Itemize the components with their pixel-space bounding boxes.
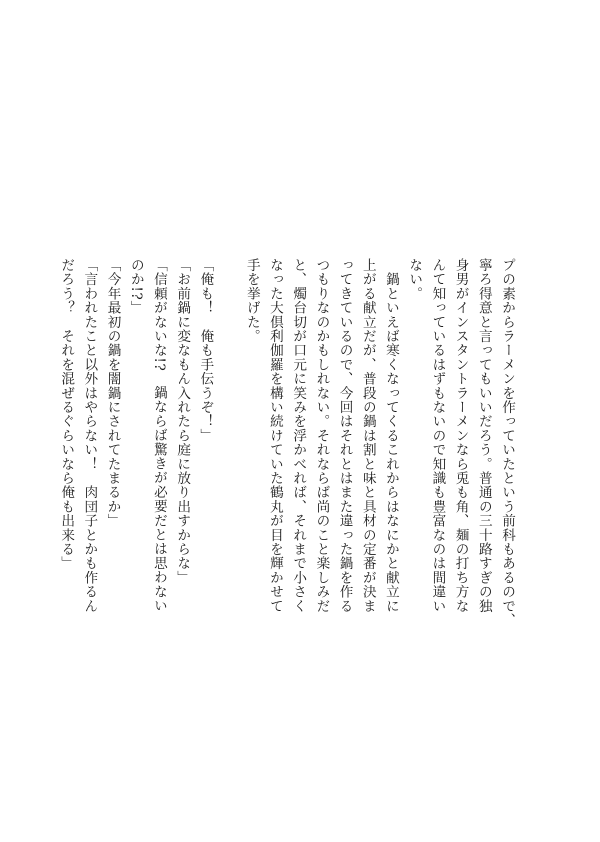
text-line: 身男がインスタントラーメンなら兎も角、麺の打ち方な bbox=[452, 258, 469, 613]
text-line: 鍋といえば寒くなってくるこれからはなにかと献立に bbox=[382, 258, 399, 613]
text-line: んて知っているはずもないので知識も豊富なのは間違い bbox=[429, 258, 446, 613]
dialogue-line: 「今年最初の鍋を闇鍋にされてたまるか」 bbox=[104, 258, 121, 528]
dialogue-line: だろう？ それを混ぜるぐらいなら俺も出来る」 bbox=[58, 258, 75, 571]
dialogue-line: 「お前鍋に変なもん入れたら庭に放り出すからな」 bbox=[174, 258, 191, 585]
text-line: つもりなのかもしれない。それならば尚のこと楽しみだ bbox=[313, 258, 330, 613]
text-line: 寧ろ得意と言ってもいいだろう。普通の三十路すぎの独 bbox=[475, 258, 492, 613]
text-line: プの素からラーメンを作っていたという前科もあるので、 bbox=[499, 258, 515, 628]
dialogue-line: のか!?」 bbox=[127, 258, 144, 315]
text-line: ない。 bbox=[406, 258, 423, 301]
text-line: と、燭台切が口元に笑みを浮かべれば、それまで小さく bbox=[290, 258, 307, 613]
dialogue-line: 「俺も！ 俺も手伝うぞ！」 bbox=[197, 258, 214, 443]
dialogue-line: 「言われたこと以外はやらない！ 肉団子とかも作るん bbox=[81, 258, 98, 613]
dialogue-line: 「信頼がないな!? 鍋ならば驚きが必要だとは思わない bbox=[150, 258, 167, 613]
text-line: 手を挙げた。 bbox=[243, 258, 260, 344]
text-line: 上がる献立だが、普段の鍋は割と味と具材の定番が決ま bbox=[359, 258, 376, 613]
text-line: なった大倶利伽羅を構い続けていた鶴丸が目を輝かせて bbox=[266, 258, 283, 613]
upper-text-block bbox=[58, 258, 518, 728]
blank-line bbox=[216, 258, 239, 728]
text-line: ってきているので、今回はそれとはまた違った鍋を作る bbox=[336, 258, 353, 613]
